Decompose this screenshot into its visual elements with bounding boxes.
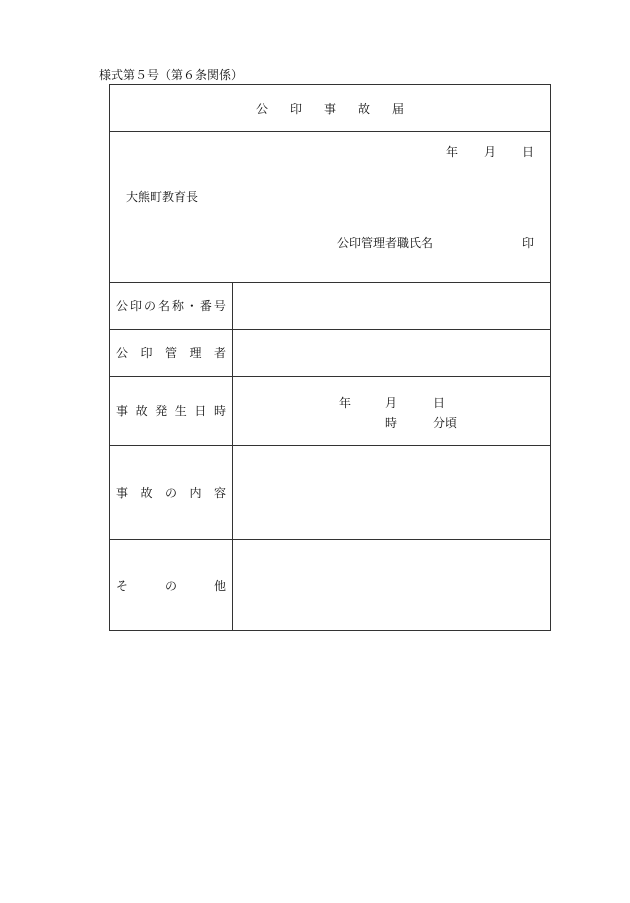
label-char: 内 <box>189 485 202 500</box>
date-day: 日 <box>521 145 534 159</box>
manager-signature-line <box>337 234 534 251</box>
occurrence-minute: 分頃 <box>433 416 458 430</box>
seal-mark: 印 <box>521 236 534 250</box>
label-char: ・ <box>185 299 198 313</box>
label-char: 印 <box>129 299 142 313</box>
label-char: 発 <box>155 404 168 418</box>
label-char: 故 <box>140 485 153 500</box>
occurrence-datetime-field <box>232 377 550 445</box>
label-seal-name <box>110 282 232 329</box>
seal-accident-report-form <box>109 84 551 631</box>
label-char: 容 <box>213 485 226 500</box>
occurrence-date <box>339 394 445 411</box>
addressee: 大熊町教育長 <box>126 190 199 204</box>
title-char: 事 <box>323 102 358 116</box>
date-year: 年 <box>445 145 458 159</box>
label-char: 称 <box>171 299 184 313</box>
occurrence-day: 日 <box>433 396 446 410</box>
manager-label: 公印管理者職氏名 <box>337 236 434 250</box>
label-occurrence-datetime <box>110 376 232 445</box>
label-other <box>110 539 232 631</box>
label-char: 公 <box>116 299 129 313</box>
occurrence-time <box>385 414 457 431</box>
label-char: の <box>164 485 177 500</box>
label-char: 号 <box>213 299 226 313</box>
title-char: 届 <box>392 102 427 116</box>
label-char: 者 <box>213 346 226 360</box>
rule-title <box>110 131 550 132</box>
occurrence-month: 月 <box>385 396 398 410</box>
label-char: 故 <box>135 404 148 418</box>
label-accident-content <box>110 445 232 539</box>
occurrence-year: 年 <box>339 396 352 410</box>
label-char: の <box>164 578 177 593</box>
label-char: 他 <box>213 578 226 593</box>
label-char: そ <box>116 578 129 593</box>
label-char: 事 <box>116 404 129 418</box>
label-char: 管 <box>164 346 177 360</box>
label-char: 番 <box>199 299 212 313</box>
label-char: 事 <box>116 485 129 500</box>
label-char: 生 <box>174 404 187 418</box>
form-number: 様式第５号（第６条関係） <box>99 68 244 82</box>
form-title <box>110 100 550 117</box>
occurrence-hour: 時 <box>385 416 398 430</box>
label-char: 印 <box>140 346 153 360</box>
label-char: 時 <box>213 404 226 418</box>
label-column-divider <box>232 282 233 630</box>
label-char: 理 <box>189 346 202 360</box>
label-char: 名 <box>157 299 170 313</box>
submission-date <box>446 143 534 160</box>
label-char: 公 <box>116 346 129 360</box>
label-char: 日 <box>194 404 207 418</box>
date-month: 月 <box>483 145 496 159</box>
title-char: 印 <box>289 102 324 116</box>
title-char: 故 <box>358 102 393 116</box>
title-char: 公 <box>255 102 290 116</box>
label-seal-manager <box>110 329 232 376</box>
label-char: の <box>143 299 156 313</box>
